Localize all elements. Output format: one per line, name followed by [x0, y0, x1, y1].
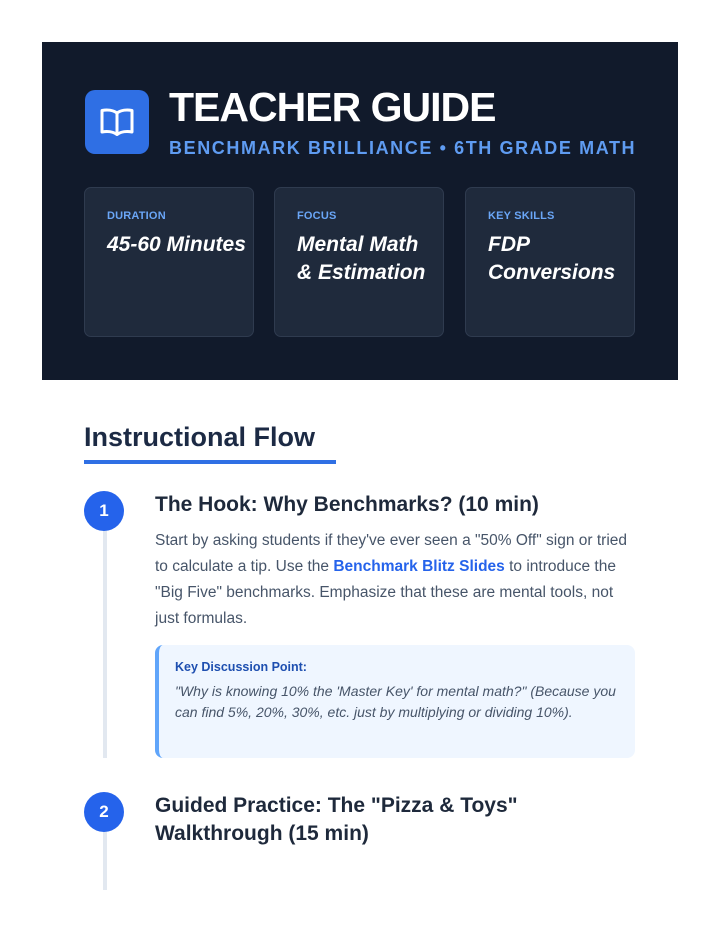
guide-header — [42, 42, 678, 380]
stat-card-key-skills — [465, 187, 635, 337]
benchmark-blitz-slides-link[interactable]: Benchmark Blitz Slides — [333, 558, 505, 575]
stat-cards — [84, 187, 635, 337]
stat-value: 45-60 Minutes — [107, 233, 246, 256]
step-title: The Hook: Why Benchmarks? (10 min) — [155, 493, 539, 516]
stat-label: DURATION — [107, 210, 166, 222]
section-underline — [84, 460, 336, 464]
step-title: Guided Practice: The "Pizza & Toys" Walkthrough (15 min) — [155, 794, 518, 845]
callout-text: "Why is knowing 10% the 'Master Key' for mental math?" (Because you can find 5%, 20%, 30%, etc. just by multiplying or dividing 10%). — [175, 683, 616, 720]
step-text: Start by asking students if they've ever seen a "50% Off" sign or tried to calculate a tip. Use the — [155, 532, 628, 575]
key-discussion-callout — [155, 645, 635, 758]
logo-badge — [85, 90, 149, 154]
stat-card-focus — [274, 187, 444, 337]
step-description — [155, 528, 635, 632]
open-book-icon — [99, 106, 135, 138]
section-title: Instructional Flow — [84, 422, 316, 452]
page-title: TEACHER GUIDE — [169, 84, 496, 130]
stat-card-duration — [84, 187, 254, 337]
callout-label: Key Discussion Point: — [175, 660, 307, 674]
stat-value: FDP Conversions — [488, 233, 616, 284]
page-subtitle: BENCHMARK BRILLIANCE • 6TH GRADE MATH — [169, 138, 637, 158]
step-number-badge: 1 — [84, 491, 124, 531]
step-text: to introduce the "Big Five" benchmarks. Emphasize that these are mental tools, not just formulas. — [155, 558, 616, 627]
step-number-badge: 2 — [84, 792, 124, 832]
stat-value: Mental Math & Estimation — [297, 233, 426, 284]
stat-label: KEY SKILLS — [488, 210, 555, 222]
stat-label: FOCUS — [297, 210, 337, 222]
timeline-line — [103, 510, 107, 758]
